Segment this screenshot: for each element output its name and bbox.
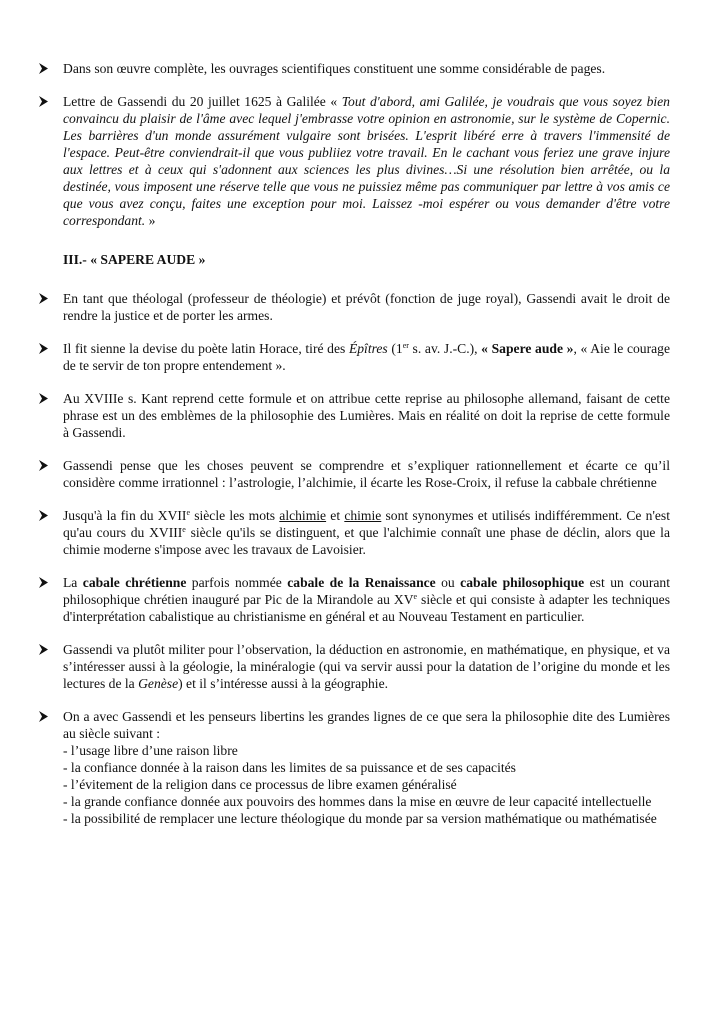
- epitres-title: Épîtres: [348, 341, 388, 356]
- superscript: e: [413, 592, 418, 601]
- list-line: - la confiance donnée à la raison dans les limites de sa puissance et de ses capacités: [63, 760, 516, 775]
- text-run: siècle et qui consiste à adapter les techniques d'interprétation cabalistique au christianisme en général et au Nouveau Testament en particulier.: [63, 592, 671, 624]
- bullet-item-rationnel: [38, 457, 670, 491]
- document-page: [38, 60, 670, 843]
- term-chimie: chimie: [344, 508, 382, 523]
- term-cabale-philosophique: cabale philosophique: [460, 575, 585, 590]
- item-text: On a avec Gassendi et les penseurs libertins les grandes lignes de ce que sera la philosophie dite des Lumières au siècle suivant :: [63, 709, 670, 741]
- letter-lead: Lettre de Gassendi du 20 juillet 1625 à Galilée «: [63, 94, 342, 109]
- item-text: Gassendi pense que les choses peuvent se comprendre et s’expliquer rationnellement et écarte ce qu’il considère comme irrationnel : l’astrologie, l’alchimie, il écarte les Rose-Croix, il refuse la cabbale chrétienne: [63, 458, 670, 490]
- superscript: er: [402, 341, 409, 350]
- letter-quote: Tout d'abord, ami Galilée, je voudrais que vous soyez bien convaincu du plaisir de l'âme avec lequel j'embrasse votre opinion en astronomie, sur le système de Copernic. Les barrières d'un monde assurément vulgaire sont brisées. L'esprit libéré erre à travers l'immensité de l'espace. Peut-être conviendrait-il que vous publiiez votre travail. En le cachant vous feriez une grave injure aux lettres et à ceux qui s'adonnent aux sciences les plus divines…Si une résolution bien arrêtée, ou la destinée, vous imposent une réserve telle que vous ne puissiez même pas communiquer par lettre à vos amis ce que vous avez conçu, faites une exception pour moi. Laissez -moi espérer ou vous demander d'être votre correspondant.: [63, 94, 670, 228]
- bullet-item-lettre: [38, 93, 670, 229]
- bullet-item-kant: [38, 390, 670, 441]
- item-text: Au XVIIIe s. Kant reprend cette formule et on attribue cette reprise au philosophe allemand, faisant de cette phrase est un des emblèmes de la philosophie des Lumières. Mais en réalité on doit la reprise de cette formule à Gassendi.: [63, 391, 670, 440]
- item-text: Dans son œuvre complète, les ouvrages scientifiques constituent une somme considérable de pages.: [63, 61, 606, 76]
- text-run: siècle qu'ils se distinguent, et que l'alchimie connaît une phase de déclin, alors que la chimie moderne s'impose avec les travaux de Lavoisier.: [63, 525, 670, 557]
- list-line: - la grande confiance donnée aux pouvoirs des hommes dans la mise en œuvre de leur capacité intellectuelle: [63, 794, 652, 809]
- text-run: est un courant philosophique chrétien inauguré par Pic de la Mirandole au XV: [63, 575, 670, 607]
- arrow-bullet-icon: [38, 93, 54, 110]
- bullet-item-theologal: [38, 290, 670, 324]
- text-run: La: [63, 575, 83, 590]
- text-run: (1: [387, 341, 403, 356]
- arrow-bullet-icon: [38, 457, 54, 474]
- arrow-bullet-icon: [38, 507, 54, 524]
- bullet-item-oeuvre: [38, 60, 670, 77]
- term-cabale-renaissance: cabale de la Renaissance: [287, 575, 436, 590]
- text-run: Gassendi va plutôt militer pour l’observation, la déduction en astronomie, en mathématique, en physique, et va s’intéresser aussi à la géologie, la minéralogie (qui va servir aussi pour la datation de l’origine du monde et les lectures de la: [63, 642, 670, 691]
- bullet-item-observation: [38, 641, 670, 692]
- section-heading: III.- « SAPERE AUDE »: [63, 252, 206, 267]
- text-run: parfois nommée: [186, 575, 288, 590]
- bullet-item-alchimie: [38, 507, 670, 558]
- bullet-item-lumieres: [38, 708, 670, 827]
- arrow-bullet-icon: [38, 708, 54, 725]
- list-line: - l’usage libre d’une raison libre: [63, 743, 238, 758]
- text-run: ) et il s’intéresse aussi à la géographie.: [178, 676, 388, 691]
- genese-title: Genèse: [138, 676, 179, 691]
- bullet-item-cabale: [38, 574, 670, 625]
- text-run: , « Aie le courage de te servir de ton propre entendement ».: [63, 341, 670, 373]
- text-run: Il fit sienne la devise du poète latin Horace, tiré des: [63, 341, 349, 356]
- text-run: sont synonymes et utilisés indifféremment. Ce n'est qu'au cours du XVIII: [63, 508, 671, 540]
- arrow-bullet-icon: [38, 390, 54, 407]
- text-run: Jusqu'à la fin du XVII: [63, 508, 187, 523]
- text-run: et: [326, 508, 345, 523]
- lumieres-list: [63, 742, 670, 827]
- text-run: s. av. J.-C.),: [408, 341, 482, 356]
- letter-tail: »: [145, 213, 156, 228]
- text-run: ou: [435, 575, 461, 590]
- item-text: En tant que théologal (professeur de théologie) et prévôt (fonction de juge royal), Gassendi avait le droit de rendre la justice et de porter les armes.: [63, 291, 670, 323]
- text-run: siècle les mots: [190, 508, 280, 523]
- superscript: e: [182, 525, 186, 534]
- list-line: - l’évitement de la religion dans ce processus de libre examen généralisé: [63, 777, 457, 792]
- sapere-aude-motto: « Sapere aude »: [481, 341, 574, 356]
- arrow-bullet-icon: [38, 60, 54, 77]
- bullet-item-devise: [38, 340, 670, 374]
- arrow-bullet-icon: [38, 641, 54, 658]
- term-alchimie: alchimie: [279, 508, 327, 523]
- arrow-bullet-icon: [38, 340, 54, 357]
- superscript: e: [186, 508, 190, 517]
- term-cabale-chretienne: cabale chrétienne: [82, 575, 187, 590]
- arrow-bullet-icon: [38, 290, 54, 307]
- list-line: - la possibilité de remplacer une lecture théologique du monde par sa version mathématique ou mathématisée: [63, 811, 657, 826]
- arrow-bullet-icon: [38, 574, 54, 591]
